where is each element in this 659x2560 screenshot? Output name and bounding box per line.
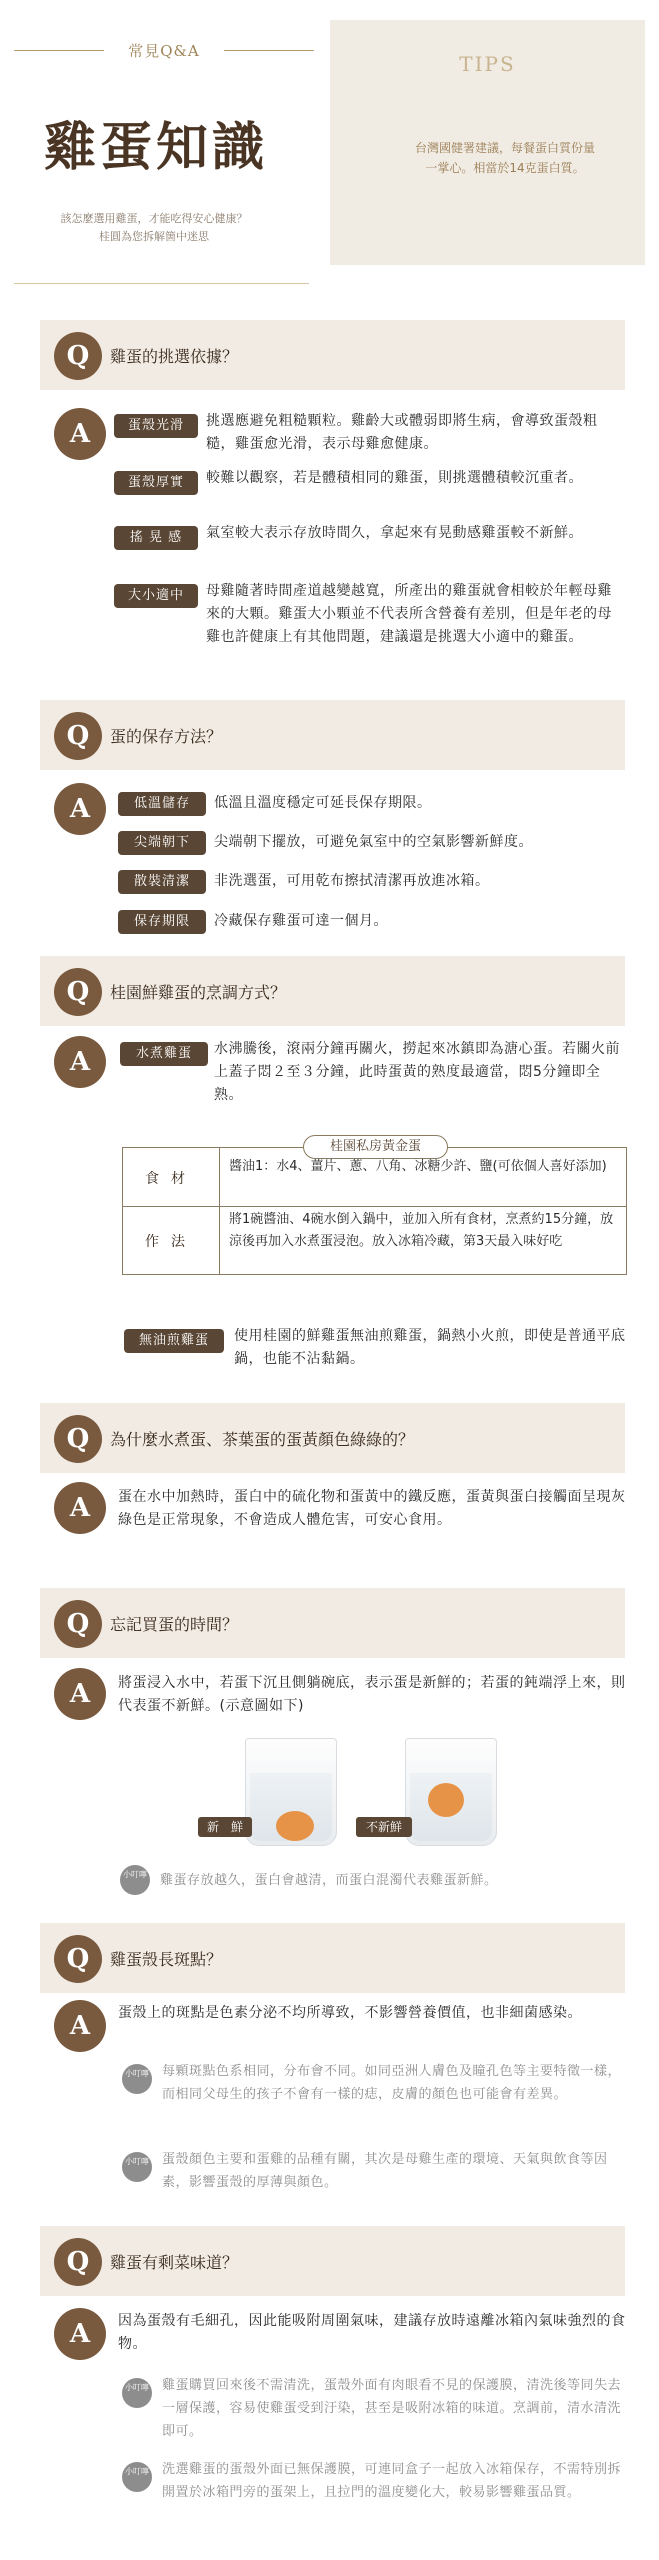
answer-text: 因為蛋殼有毛細孔，因此能吸附周圍氣味，建議存放時遠離冰箱內氣味強烈的食物。	[118, 2313, 626, 2352]
page-header	[0, 0, 659, 300]
answer-text: 蛋在水中加熱時，蛋白中的硫化物和蛋黃中的鐵反應，蛋黃與蛋白接觸面呈現灰綠色是正常現象，不會造成人體危害，可安心食用。	[118, 1489, 626, 1528]
question-badge: Q	[54, 332, 102, 380]
question-badge: Q	[54, 712, 102, 760]
question-badge: Q	[54, 1600, 102, 1648]
header-subtitle: 該怎麼選用雞蛋，才能吃得安心健康？	[60, 212, 248, 225]
question-text: 忘記買蛋的時間？	[110, 1615, 239, 1634]
answer-badge: A	[54, 1036, 106, 1088]
stale-label: 不新鮮	[356, 1817, 412, 1837]
divider	[224, 50, 314, 51]
question-text: 雞蛋的挑選依據？	[110, 347, 239, 366]
question-bar	[40, 320, 625, 390]
question-text: 蛋的保存方法？	[110, 727, 223, 746]
header-title-block	[14, 20, 314, 280]
ingredients-label: 食材	[145, 1171, 197, 1187]
tip-text: 雞蛋存放越久，蛋白會越清，而蛋白混濁代表雞蛋新鮮。	[160, 1873, 498, 1888]
tip-badge: 小叮嚀	[122, 2462, 152, 2492]
tip-text: 每顆斑點色系相同，分布會不同。如同亞洲人膚色及瞳孔色等主要特徵一樣，而相同父母生的孩子不會有一樣的痣，皮膚的顏色也可能會有差異。	[162, 2064, 622, 2102]
page-title: 雞蛋知識	[44, 117, 269, 178]
answer-text: 尖端朝下擺放，可避免氣室中的空氣影響新鮮度。	[214, 834, 533, 850]
answer-text: 低溫且溫度穩定可延長保存期限。	[214, 795, 432, 811]
answer-badge: A	[54, 2000, 106, 2052]
answer-tag: 蛋殼厚實	[114, 471, 198, 495]
tips-text: 台灣國健署建議，每餐蛋白質份量一掌心。相當於14克蛋白質。	[415, 141, 596, 175]
answer-text: 非洗選蛋，可用乾布擦拭清潔再放進冰箱。	[214, 873, 490, 889]
answer-badge: A	[54, 1482, 106, 1534]
method-label: 作法	[145, 1234, 197, 1250]
tip-badge: 小叮嚀	[122, 2152, 152, 2182]
fresh-label: 新 鮮	[198, 1817, 252, 1837]
answer-badge: A	[54, 2308, 106, 2360]
question-badge: Q	[54, 1935, 102, 1983]
question-bar	[40, 700, 625, 770]
answer-tag: 低溫儲存	[118, 792, 206, 816]
question-bar	[40, 2226, 625, 2296]
answer-tag: 搖 晃 感	[114, 526, 198, 550]
divider	[123, 1206, 626, 1207]
tip-text: 雞蛋購買回來後不需清洗，蛋殼外面有肉眼看不見的保護膜，清洗後等同失去一層保護，容易使雞蛋受到汙染，甚至是吸附冰箱的味道。烹調前，清水清洗即可。	[162, 2378, 622, 2439]
tip-badge: 小叮嚀	[122, 2064, 152, 2094]
answer-text: 母雞隨著時間產道越變越寬，所產出的雞蛋就會相較於年輕母雞來的大顆。雞蛋大小顆並不代表所含營養有差別，但是年老的母雞也許健康上有其他問題，建議還是挑選大小適中的雞蛋。	[206, 583, 612, 645]
question-text: 為什麼水煮蛋、茶葉蛋的蛋黃顏色綠綠的？	[110, 1430, 415, 1449]
answer-badge: A	[54, 408, 106, 460]
answer-tag: 水煮雞蛋	[120, 1042, 208, 1066]
recipe-table	[122, 1139, 627, 1275]
tip-text: 蛋殼顏色主要和蛋雞的品種有關，其次是母雞生產的環境、天氣與飲食等因素，影響蛋殼的厚薄與顏色。	[162, 2152, 608, 2190]
answer-text: 挑選應避免粗糙顆粒。雞齡大或體弱即將生病，會導致蛋殼粗糙，雞蛋愈光滑，表示母雞愈健康。	[206, 413, 598, 452]
tips-title: TIPS	[459, 52, 516, 76]
method-text: 將1碗醬油、4碗水倒入鍋中，並加入所有食材，烹煮約15分鐘，放涼後再加入水煮蛋浸泡。放入冰箱冷藏，第3天最入味好吃	[229, 1212, 614, 1249]
question-text: 雞蛋殼長斑點？	[110, 1950, 223, 1969]
tip-badge: 小叮嚀	[122, 2378, 152, 2408]
answer-badge: A	[54, 1668, 106, 1720]
tips-box	[330, 20, 645, 265]
header-subtitle: 桂圓為您拆解箇中迷思	[99, 230, 209, 243]
brand-label: 常見Q&A	[128, 42, 200, 60]
answer-tag: 保存期限	[118, 910, 206, 934]
answer-text: 冷藏保存雞蛋可達一個月。	[214, 913, 388, 929]
answer-tag: 散裝清潔	[118, 870, 206, 894]
answer-text: 將蛋浸入水中，若蛋下沉且側躺碗底，表示蛋是新鮮的；若蛋的鈍端浮上來，則代表蛋不新鮮。(示意圖如下)	[118, 1675, 626, 1714]
question-bar	[40, 1923, 625, 1993]
answer-text: 蛋殼上的斑點是色素分泌不均所導致，不影響營養價值，也非細菌感染。	[118, 2005, 582, 2021]
egg-icon	[428, 1783, 464, 1817]
question-bar	[40, 1588, 625, 1658]
divider	[14, 50, 104, 51]
answer-badge: A	[54, 783, 106, 835]
answer-tag: 尖端朝下	[118, 831, 206, 855]
question-badge: Q	[54, 1415, 102, 1463]
tip-text: 洗選雞蛋的蛋殼外面已無保護膜，可連同盒子一起放入冰箱保存，不需特別拆開置於冰箱門旁的蛋架上，且拉門的溫度變化大，較易影響雞蛋品質。	[162, 2462, 622, 2500]
answer-tag: 無油煎雞蛋	[124, 1329, 224, 1353]
ingredients-text: 醬油1：水4、薑片、蔥、八角、冰糖少許、鹽(可依個人喜好添加)	[229, 1159, 607, 1174]
answer-text: 氣室較大表示存放時間久，拿起來有晃動感雞蛋較不新鮮。	[206, 525, 583, 541]
question-text: 雞蛋有剩菜味道？	[110, 2253, 239, 2272]
question-bar	[40, 1403, 625, 1473]
answer-text: 水沸騰後，滾兩分鐘再關火，撈起來冰鎮即為溏心蛋。若關火前上蓋子悶２至３分鐘，此時蛋黃的熟度最適當，悶5分鐘即全熟。	[214, 1041, 620, 1103]
answer-text: 使用桂園的鮮雞蛋無油煎雞蛋，鍋熱小火煎，即使是普通平底鍋，也能不沾黏鍋。	[234, 1328, 626, 1367]
divider	[14, 283, 309, 284]
answer-tag: 蛋殼光滑	[114, 414, 198, 438]
question-text: 桂園鮮雞蛋的烹調方式？	[110, 983, 287, 1002]
glass-stale-illustration	[405, 1738, 497, 1846]
glass-fresh-illustration	[245, 1738, 337, 1846]
tip-badge: 小叮嚀	[120, 1865, 150, 1895]
answer-text: 較難以觀察，若是體積相同的雞蛋，則挑選體積較沉重者。	[206, 470, 583, 486]
answer-tag: 大小適中	[114, 584, 198, 608]
question-badge: Q	[54, 2238, 102, 2286]
egg-icon	[276, 1811, 314, 1841]
question-bar	[40, 956, 625, 1026]
question-badge: Q	[54, 968, 102, 1016]
recipe-title: 桂園私房黃金蛋	[303, 1135, 448, 1159]
divider	[219, 1148, 220, 1274]
